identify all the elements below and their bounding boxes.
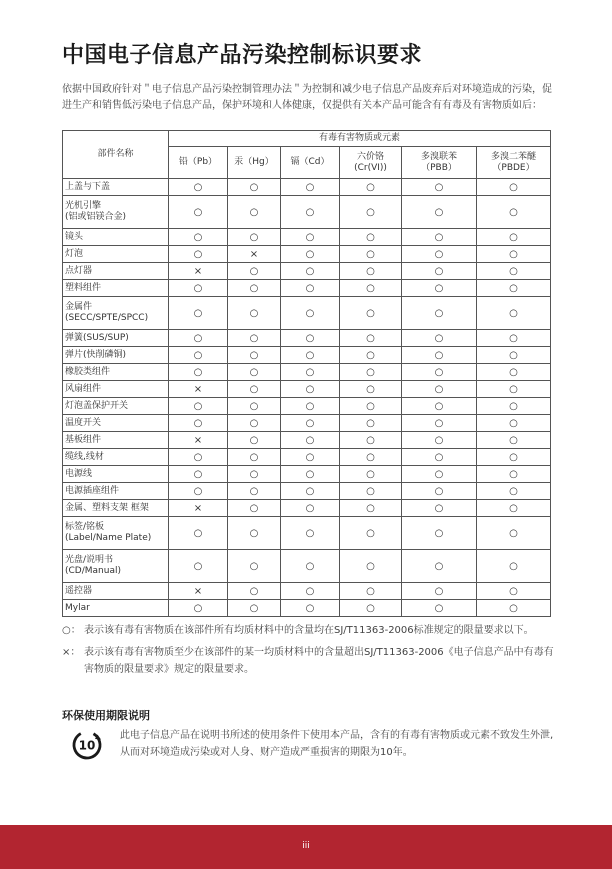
part-name-cell: 缆线,线材 [63,449,169,466]
substance-status-cell: ○ [228,179,281,196]
legend-notes [62,622,556,683]
substance-status-cell: × [169,381,228,398]
table-row [63,500,551,517]
table-row [63,550,551,583]
part-name-cell: 橡胶类组件 [63,364,169,381]
substance-status-cell: ○ [228,381,281,398]
part-name-cell: 金属、塑料支架 框架 [63,500,169,517]
substance-status-cell: ○ [228,600,281,617]
substance-status-cell: ○ [169,550,228,583]
substance-status-cell: ○ [402,297,477,330]
substance-status-cell: ○ [228,196,281,229]
legend-symbol: ×： [62,647,81,658]
substance-status-cell: ○ [169,179,228,196]
substance-status-cell: ○ [169,364,228,381]
substance-status-cell: ○ [340,600,402,617]
table-row [63,432,551,449]
substance-header: 镉（Cd） [281,147,340,179]
hazardous-substance-table [62,130,551,617]
table-row [63,196,551,229]
substance-status-cell: ○ [340,381,402,398]
table-row [63,280,551,297]
substance-status-cell: ○ [402,330,477,347]
substance-status-cell: ○ [281,466,340,483]
substance-status-cell: ○ [340,432,402,449]
table-row [63,347,551,364]
substance-status-cell: ○ [281,398,340,415]
substance-status-cell: ○ [281,483,340,500]
table-row [63,297,551,330]
substance-status-cell: ○ [340,398,402,415]
substance-status-cell: ○ [340,297,402,330]
substance-status-cell: ○ [228,483,281,500]
substance-status-cell: ○ [402,364,477,381]
substance-status-cell: ○ [477,179,551,196]
substance-status-cell: ○ [281,196,340,229]
part-name-cell: 电源线 [63,466,169,483]
substance-status-cell: ○ [228,229,281,246]
part-name-cell: 电源插座组件 [63,483,169,500]
env-use-period-title: 环保使用期限说明 [62,709,150,722]
substance-header: 多溴联苯 （PBB） [402,147,477,179]
table-row [63,246,551,263]
substance-status-cell: ○ [340,466,402,483]
legend-note [62,644,556,678]
substance-header: 汞（Hg） [228,147,281,179]
table-row [63,229,551,246]
substance-status-cell: ○ [402,432,477,449]
substance-group-header: 有毒有害物质或元素 [169,131,551,147]
substance-status-cell: ○ [281,297,340,330]
substance-status-cell: ○ [402,347,477,364]
substance-status-cell: ○ [169,280,228,297]
page-title: 中国电子信息产品污染控制标识要求 [62,43,423,68]
substance-status-cell: ○ [340,196,402,229]
substance-status-cell: ○ [228,583,281,600]
part-name-cell: 基板组件 [63,432,169,449]
substance-status-cell: ○ [228,415,281,432]
substance-status-cell: ○ [477,229,551,246]
substance-status-cell: ○ [228,364,281,381]
substance-status-cell: ○ [477,280,551,297]
substance-status-cell: ○ [340,517,402,550]
substance-status-cell: ○ [228,347,281,364]
table-row [63,330,551,347]
part-name-cell: 灯泡盖保护开关 [63,398,169,415]
substance-status-cell: ○ [281,517,340,550]
substance-status-cell: ○ [402,500,477,517]
table-row [63,415,551,432]
substance-status-cell: ○ [281,583,340,600]
substance-status-cell: ○ [340,263,402,280]
substance-status-cell: ○ [402,246,477,263]
table-row [63,364,551,381]
substance-status-cell: ○ [228,466,281,483]
intro-paragraph: 依据中国政府针对＂电子信息产品污染控制管理办法＂为控制和减少电子信息产品废弃后对环境造成的污染，促进生产和销售低污染电子信息产品，保护环境和人体健康，仅提供有关本产品可能含有有毒及有害物质如后： [62,84,552,111]
substance-status-cell: ○ [340,415,402,432]
table-row [63,263,551,280]
legend-symbol: ○： [62,625,81,636]
substance-status-cell: ○ [477,364,551,381]
substance-status-cell: ○ [477,600,551,617]
table-row [63,583,551,600]
substance-status-cell: ○ [281,263,340,280]
substance-status-cell: ○ [402,179,477,196]
substance-status-cell: ○ [477,583,551,600]
substance-status-cell: × [169,263,228,280]
substance-status-cell: ○ [281,347,340,364]
substance-status-cell: ○ [169,415,228,432]
part-name-cell: 温度开关 [63,415,169,432]
substance-header: 多溴二苯醚 （PBDE） [477,147,551,179]
substance-status-cell: ○ [402,398,477,415]
substance-status-cell: ○ [402,600,477,617]
substance-status-cell: ○ [477,483,551,500]
substance-status-cell: ○ [169,297,228,330]
legend-text: 表示该有毒有害物质在该部件所有均质材料中的含量均在SJ/T11363-2006标准规定的限量要求以下。 [84,625,534,636]
table-row [63,466,551,483]
substance-status-cell: ○ [281,246,340,263]
substance-status-cell: ○ [402,263,477,280]
substance-status-cell: ○ [402,583,477,600]
page-number: iii [302,841,310,851]
part-name-cell: 塑料组件 [63,280,169,297]
substance-status-cell: ○ [477,347,551,364]
substance-status-cell: ○ [281,600,340,617]
substance-status-cell: ○ [340,280,402,297]
substance-status-cell: ○ [169,229,228,246]
substance-status-cell: ○ [477,466,551,483]
substance-status-cell: ○ [169,330,228,347]
substance-status-cell: ○ [402,466,477,483]
table-row [63,381,551,398]
substance-status-cell: ○ [402,517,477,550]
substance-status-cell: ○ [281,280,340,297]
substance-status-cell: ○ [340,229,402,246]
substance-status-cell: ○ [340,179,402,196]
substance-status-cell: ○ [281,381,340,398]
substance-status-cell: ○ [477,398,551,415]
substance-header: 铅（Pb） [169,147,228,179]
part-name-cell: 点灯器 [63,263,169,280]
substance-status-cell: ○ [340,449,402,466]
substance-status-cell: ○ [169,347,228,364]
substance-status-cell: ○ [340,347,402,364]
substance-status-cell: × [169,432,228,449]
substance-status-cell: ○ [477,381,551,398]
substance-status-cell: ○ [340,330,402,347]
substance-status-cell: ○ [169,517,228,550]
badge-number: 10 [78,738,96,753]
part-name-cell: 上盖与下盖 [63,179,169,196]
substance-status-cell: ○ [281,330,340,347]
substance-status-cell: ○ [477,415,551,432]
substance-status-cell: ○ [340,550,402,583]
substance-status-cell: ○ [477,196,551,229]
substance-status-cell: ○ [228,449,281,466]
part-name-cell: 金属件 (SECC/SPTE/SPCC) [63,297,169,330]
substance-status-cell: ○ [228,432,281,449]
substance-status-cell: × [169,583,228,600]
substance-status-cell: ○ [281,432,340,449]
environment-friendly-use-period-icon [71,729,103,761]
table-row [63,179,551,196]
table-row [63,483,551,500]
substance-status-cell: ○ [402,550,477,583]
substance-status-cell: ○ [228,550,281,583]
substance-status-cell: ○ [477,330,551,347]
substance-status-cell: ○ [169,600,228,617]
substance-status-cell: ○ [228,263,281,280]
table-row [63,517,551,550]
substance-status-cell: ○ [477,297,551,330]
substance-status-cell: ○ [228,500,281,517]
substance-status-cell: × [228,246,281,263]
substance-status-cell: ○ [169,466,228,483]
substance-status-cell: ○ [228,280,281,297]
substance-status-cell: ○ [281,500,340,517]
substance-status-cell: ○ [169,246,228,263]
substance-status-cell: ○ [281,550,340,583]
part-name-cell: 光盘/说明书 (CD/Manual) [63,550,169,583]
substance-status-cell: ○ [477,517,551,550]
substance-status-cell: ○ [228,517,281,550]
substance-status-cell: ○ [477,449,551,466]
substance-status-cell: ○ [402,229,477,246]
substance-status-cell: ○ [169,398,228,415]
substance-status-cell: ○ [477,550,551,583]
env-use-period-text: 此电子信息产品在说明书所述的使用条件下使用本产品，含有的有毒有害物质或元素不致发生外泄,从而对环境造成污染或对人身、财产造成严重损害的期限为10年。 [120,730,554,758]
substance-status-cell: ○ [340,364,402,381]
substance-status-cell: ○ [281,364,340,381]
part-name-cell: 弹片(快削磷铜) [63,347,169,364]
substance-status-cell: ○ [169,483,228,500]
substance-status-cell: ○ [228,398,281,415]
table-row [63,398,551,415]
substance-status-cell: ○ [402,483,477,500]
substance-status-cell: × [169,500,228,517]
substance-status-cell: ○ [402,381,477,398]
part-name-cell: 标签/铭板 (Label/Name Plate) [63,517,169,550]
substance-status-cell: ○ [477,263,551,280]
substance-status-cell: ○ [402,196,477,229]
substance-status-cell: ○ [281,179,340,196]
substance-status-cell: ○ [340,500,402,517]
substance-status-cell: ○ [477,432,551,449]
table-row [63,600,551,617]
substance-status-cell: ○ [281,229,340,246]
part-name-cell: 灯泡 [63,246,169,263]
part-name-header: 部件名称 [63,131,169,179]
substance-status-cell: ○ [228,330,281,347]
substance-status-cell: ○ [340,483,402,500]
substance-status-cell: ○ [228,297,281,330]
substance-header: 六价铬 (Cr(VI)) [340,147,402,179]
substance-status-cell: ○ [402,449,477,466]
substance-status-cell: ○ [281,415,340,432]
substance-status-cell: ○ [169,196,228,229]
substance-status-cell: ○ [477,500,551,517]
legend-note [62,622,556,639]
part-name-cell: 遥控器 [63,583,169,600]
substance-status-cell: ○ [169,449,228,466]
substance-status-cell: ○ [281,449,340,466]
substance-status-cell: ○ [402,280,477,297]
footer-bar [0,825,612,869]
substance-status-cell: ○ [402,415,477,432]
part-name-cell: 镜头 [63,229,169,246]
substance-status-cell: ○ [340,246,402,263]
table-row [63,449,551,466]
substance-status-cell: ○ [340,583,402,600]
part-name-cell: 弹簧(SUS/SUP) [63,330,169,347]
legend-text: 表示该有毒有害物质至少在该部件的某一均质材料中的含量超出SJ/T11363-2006《电子信息产品中有毒有害物质的限量要求》规定的限量要求。 [84,647,554,675]
substance-status-cell: ○ [477,246,551,263]
part-name-cell: 光机引擎 (铝或铝镁合金) [63,196,169,229]
part-name-cell: Mylar [63,600,169,617]
part-name-cell: 风扇组件 [63,381,169,398]
